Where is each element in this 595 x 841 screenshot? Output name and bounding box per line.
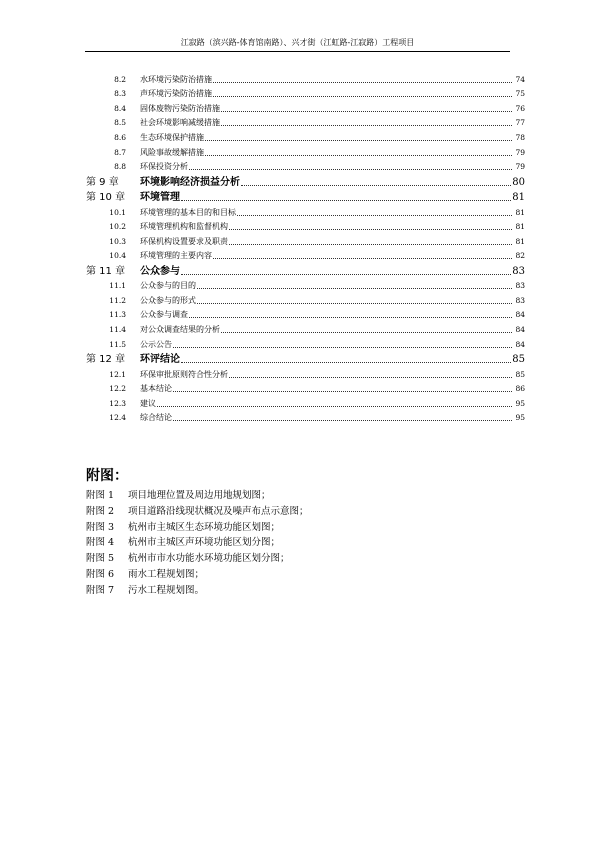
figure-text: 项目道路沿线现状概况及噪声布点示意图； (128, 505, 309, 517)
dot-leader (197, 288, 512, 289)
dot-leader (213, 258, 512, 259)
toc-page: 80 (512, 176, 525, 188)
figure-item (86, 504, 309, 520)
figure-item (86, 567, 309, 583)
toc-title: 环境管理 (140, 191, 180, 203)
toc-title: 基本结论 (140, 384, 172, 394)
toc-entry[interactable] (86, 218, 525, 233)
toc-page: 79 (515, 162, 525, 172)
toc-title: 建议 (140, 398, 156, 408)
toc-title: 对公众调查结果的分析 (140, 325, 220, 335)
figure-text: 项目地理位置及周边用地规划图； (128, 490, 271, 501)
toc-page: 83 (515, 295, 525, 305)
toc-entry[interactable] (86, 277, 525, 292)
figure-text: 杭州市主城区生态环境功能区划图； (128, 521, 281, 533)
toc-page: 76 (515, 103, 525, 113)
toc-page: 83 (512, 265, 525, 277)
toc-number: 第 12 章 (86, 354, 126, 366)
toc-title: 公众参与调查 (140, 310, 188, 320)
toc-page: 81 (515, 222, 525, 232)
figure-text: 杭州市市水功能水环境功能区划分图； (128, 553, 290, 565)
toc-title: 环境管理的主要内容 (140, 251, 212, 261)
toc-entry[interactable] (86, 232, 525, 247)
toc-entry[interactable] (86, 172, 525, 187)
toc-page: 84 (515, 325, 525, 335)
toc-title: 社会环境影响减缓措施 (140, 118, 220, 128)
toc-entry[interactable] (86, 335, 525, 350)
toc-entry[interactable] (86, 70, 525, 85)
toc-page: 83 (515, 281, 525, 291)
toc-number: 11.4 (109, 325, 126, 335)
toc-number: 第 10 章 (86, 191, 126, 203)
toc-title: 环保机构设置要求及职责 (140, 236, 228, 246)
toc-page: 86 (515, 384, 525, 394)
toc-page: 78 (515, 132, 525, 142)
toc-title: 固体废物污染防治措施 (140, 103, 220, 113)
toc-number: 8.6 (114, 132, 126, 142)
toc-entry[interactable] (86, 409, 525, 424)
toc-entry[interactable] (86, 128, 525, 143)
toc-entry[interactable] (86, 261, 525, 276)
toc-entry[interactable] (86, 114, 525, 129)
dot-leader (221, 332, 512, 333)
toc-title: 公众参与 (140, 265, 180, 277)
toc-number: 12.3 (109, 398, 126, 408)
dot-leader (237, 215, 512, 216)
toc-entry[interactable] (86, 365, 525, 380)
toc-number: 10.4 (109, 251, 126, 261)
page-header: 江寂路（滨兴路-体育馆南路）、兴才街（江虹路-江寂路）工程项目 (180, 38, 415, 47)
dot-leader (173, 420, 512, 421)
dot-leader (173, 347, 512, 348)
figure-item (86, 488, 309, 504)
toc-page: 82 (515, 251, 525, 261)
toc-page: 84 (515, 339, 525, 349)
figure-item (86, 535, 309, 551)
toc-number: 8.5 (114, 118, 126, 128)
toc-title: 公众参与的形式 (140, 295, 196, 305)
toc-entry[interactable] (86, 291, 525, 306)
toc-title: 水环境污染防治措施 (140, 74, 212, 84)
toc-entry[interactable] (86, 247, 525, 262)
dot-leader (157, 406, 512, 407)
toc-number: 12.2 (109, 384, 126, 394)
figure-text: 雨水工程规划图； (128, 568, 205, 580)
toc-number: 11.1 (109, 281, 126, 291)
toc-title: 环评结论 (140, 354, 180, 366)
figures-heading: 附图： (86, 468, 128, 484)
toc-page: 85 (512, 354, 525, 366)
toc-page: 74 (515, 74, 525, 84)
toc-entry[interactable] (86, 203, 525, 218)
toc-number: 8.8 (114, 162, 126, 172)
figure-item (86, 583, 309, 599)
table-of-contents (86, 70, 525, 423)
dot-leader (189, 169, 512, 170)
toc-page: 81 (515, 207, 525, 217)
toc-title: 生态环境保护措施 (140, 132, 204, 142)
toc-entry[interactable] (86, 394, 525, 409)
toc-entry[interactable] (86, 85, 525, 100)
toc-number: 8.2 (114, 74, 126, 84)
toc-entry[interactable] (86, 99, 525, 114)
dot-leader (181, 200, 511, 201)
dot-leader (181, 274, 511, 275)
toc-number: 第 9 章 (86, 176, 119, 188)
toc-entry[interactable] (86, 158, 525, 173)
toc-page: 81 (515, 236, 525, 246)
toc-title: 公示公告 (140, 339, 172, 349)
dot-leader (229, 244, 512, 245)
toc-title: 环保审批原则符合性分析 (140, 369, 228, 379)
dot-leader (229, 377, 512, 378)
figure-label: 附图 1 (86, 490, 115, 501)
dot-leader (221, 125, 512, 126)
figure-label: 附图 3 (86, 521, 115, 533)
toc-number: 12.1 (109, 369, 126, 379)
toc-entry[interactable] (86, 380, 525, 395)
toc-page: 95 (515, 398, 525, 408)
toc-title: 环境管理的基本目的和目标 (140, 207, 236, 217)
dot-leader (213, 96, 512, 97)
toc-number: 8.3 (114, 89, 126, 99)
figure-text: 杭州市主城区声环境功能区划分图； (128, 537, 281, 549)
toc-page: 85 (515, 369, 525, 379)
toc-number: 8.7 (114, 147, 126, 157)
toc-number: 11.5 (109, 339, 126, 349)
figure-label: 附图 6 (86, 568, 115, 580)
dot-leader (189, 317, 512, 318)
figure-label: 附图 2 (86, 505, 115, 517)
dot-leader (213, 82, 512, 83)
toc-entry[interactable] (86, 143, 525, 158)
toc-entry[interactable] (86, 350, 525, 365)
toc-number: 11.3 (109, 310, 126, 320)
dot-leader (205, 140, 512, 141)
header-rule (85, 51, 510, 52)
toc-title: 综合结论 (140, 413, 172, 423)
toc-page: 79 (515, 147, 525, 157)
dot-leader (229, 229, 512, 230)
toc-entry[interactable] (86, 320, 525, 335)
toc-number: 12.4 (109, 413, 126, 423)
figure-text: 污水工程规划图。 (128, 584, 205, 596)
toc-title: 风险事故缓解措施 (140, 147, 204, 157)
figure-item (86, 551, 309, 567)
toc-page: 75 (515, 89, 525, 99)
toc-page: 84 (515, 310, 525, 320)
toc-title: 环境影响经济损益分析 (140, 176, 240, 188)
toc-number: 10.3 (109, 236, 126, 246)
dot-leader (181, 362, 511, 363)
figure-label: 附图 5 (86, 553, 115, 565)
toc-title: 环境管理机构和监督机构 (140, 222, 228, 232)
dot-leader (221, 111, 512, 112)
toc-number: 8.4 (114, 103, 126, 113)
figure-label: 附图 4 (86, 537, 115, 549)
dot-leader (173, 391, 512, 392)
toc-title: 公众参与的目的 (140, 281, 196, 291)
toc-number: 10.2 (109, 222, 126, 232)
toc-title: 声环境污染防治措施 (140, 89, 212, 99)
figures-list (86, 488, 309, 599)
toc-title: 环保投资分析 (140, 162, 188, 172)
toc-entry[interactable] (86, 306, 525, 321)
dot-leader (205, 155, 512, 156)
toc-number: 11.2 (109, 295, 126, 305)
figure-item (86, 520, 309, 536)
dot-leader (197, 303, 512, 304)
figure-label: 附图 7 (86, 584, 115, 596)
toc-number: 第 11 章 (86, 265, 126, 277)
toc-entry[interactable] (86, 188, 525, 203)
toc-page: 95 (515, 413, 525, 423)
toc-number: 10.1 (109, 207, 126, 217)
dot-leader (241, 185, 511, 186)
toc-page: 81 (512, 191, 525, 203)
toc-page: 77 (515, 118, 525, 128)
